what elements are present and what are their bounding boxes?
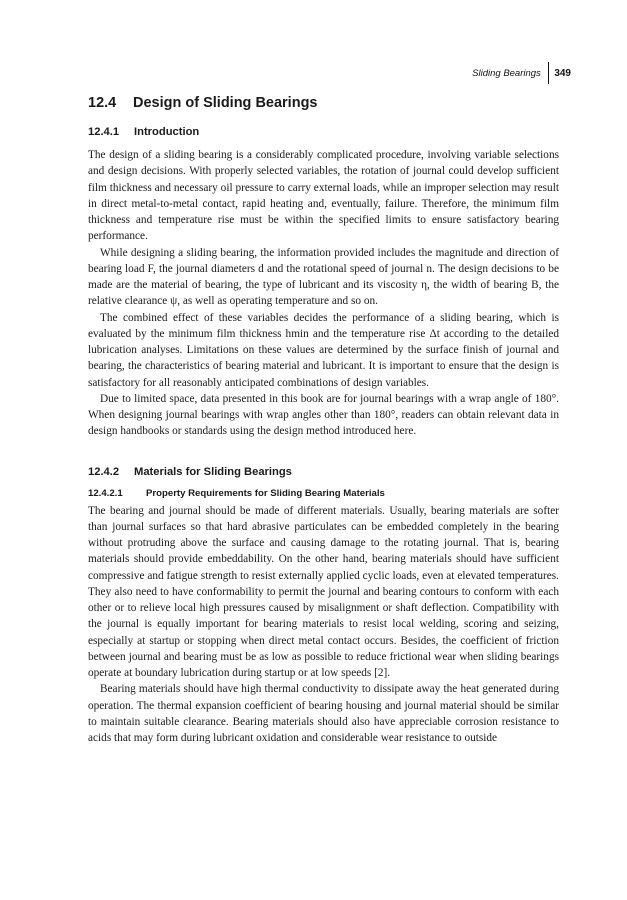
section-number: 12.4	[88, 94, 117, 111]
subsubsection-number: 12.4.2.1	[88, 488, 123, 500]
subsection-title: Introduction	[134, 125, 200, 138]
subsection-heading-materials	[88, 464, 559, 482]
paragraph: Bearing materials should have high thermal conductivity to dissipate away the heat generated during operation. The thermal expansion coefficient of bearing housing and journal material should be similar to maintain suitable clearance. Bearing materials should also have appreciable corrosion resistance to acids that may form during lubricant oxidation and considerable wear resistance to outside	[88, 683, 559, 744]
section-heading	[88, 92, 559, 114]
subsection-heading-introduction	[88, 124, 559, 140]
paragraph: The bearing and journal should be made of different materials. Usually, bearing materials are softer than journal surfaces so that hard abrasive particulates can be embedded completely in the bearing without protruding above the surface and causing damage to the rotating journal. That is, bearing materials should provide embeddability. On the other hand, bearing materials should have sufficient compressive and fatigue strength to resist externally applied cyclic loads, even at elevated temperatures. They also need to have conformability to permit the journal and bearing contours to conform with each other or to relieve local high pressures caused by misalignment or shaft deflection. Compatibility with the journal is equally important for bearing materials to resist local welding, scoring and seizing, especially at startup or stopping when direct metal contact occurs. Besides, the coefficient of friction between journal and bearing must be as low as possible to reduce frictional wear when sliding bearings operate at boundary lubrication during startup or at low speeds [2].	[88, 504, 559, 679]
materials-text	[88, 503, 559, 747]
page-body	[88, 92, 559, 746]
running-head-divider	[548, 62, 550, 84]
subsection-number: 12.4.1	[88, 125, 120, 138]
paragraph: Due to limited space, data presented in this book are for journal bearings with a wrap angle of 180°. When designing journal bearings with wrap angles other than 180°, readers can obtain relevant data in design handbooks or standards using the design method introduced here.	[88, 392, 559, 438]
subsubsection-heading-property-requirements	[88, 488, 559, 502]
paragraph: The combined effect of these variables decides the performance of a sliding bearing, which is evaluated by the minimum film thickness hmin and the temperature rise Δt according to the detailed lubrication analyses. Limitations on these values are determined by the surface finish of journal and bearing, the characteristics of bearing material and lubricant. It is important to ensure that the design is satisfactory for all reasonably anticipated combinations of design variables.	[88, 311, 559, 389]
section-title: Design of Sliding Bearings	[133, 94, 318, 111]
paragraph: The design of a sliding bearing is a considerably complicated procedure, involving variable selections and design decisions. With properly selected variables, the rotation of journal could develop sufficient film thickness and necessary oil pressure to carry external loads, while an improper selection may result in direct metal-to-metal contact, rapid heating and, eventually, failure. Therefore, the minimum film thickness and temperature rise must be within the specified limits to ensure satisfactory bearing performance.	[88, 149, 559, 243]
subsection-number: 12.4.2	[88, 466, 120, 479]
introduction-text	[88, 147, 559, 440]
page-number: 349	[554, 67, 571, 79]
paragraph: While designing a sliding bearing, the information provided includes the magnitude and direction of bearing load F, the journal diameters d and the rotational speed of journal n. The design decisions to be made are the material of bearing, the type of lubricant and its viscosity η, the width of bearing B, the relative clearance ψ, as well as operating temperature and so on.	[88, 246, 559, 308]
running-head	[472, 64, 571, 82]
subsubsection-title: Property Requirements for Sliding Bearing Materials	[146, 488, 385, 500]
running-head-title: Sliding Bearings	[472, 67, 541, 79]
subsection-title: Materials for Sliding Bearings	[134, 466, 292, 479]
